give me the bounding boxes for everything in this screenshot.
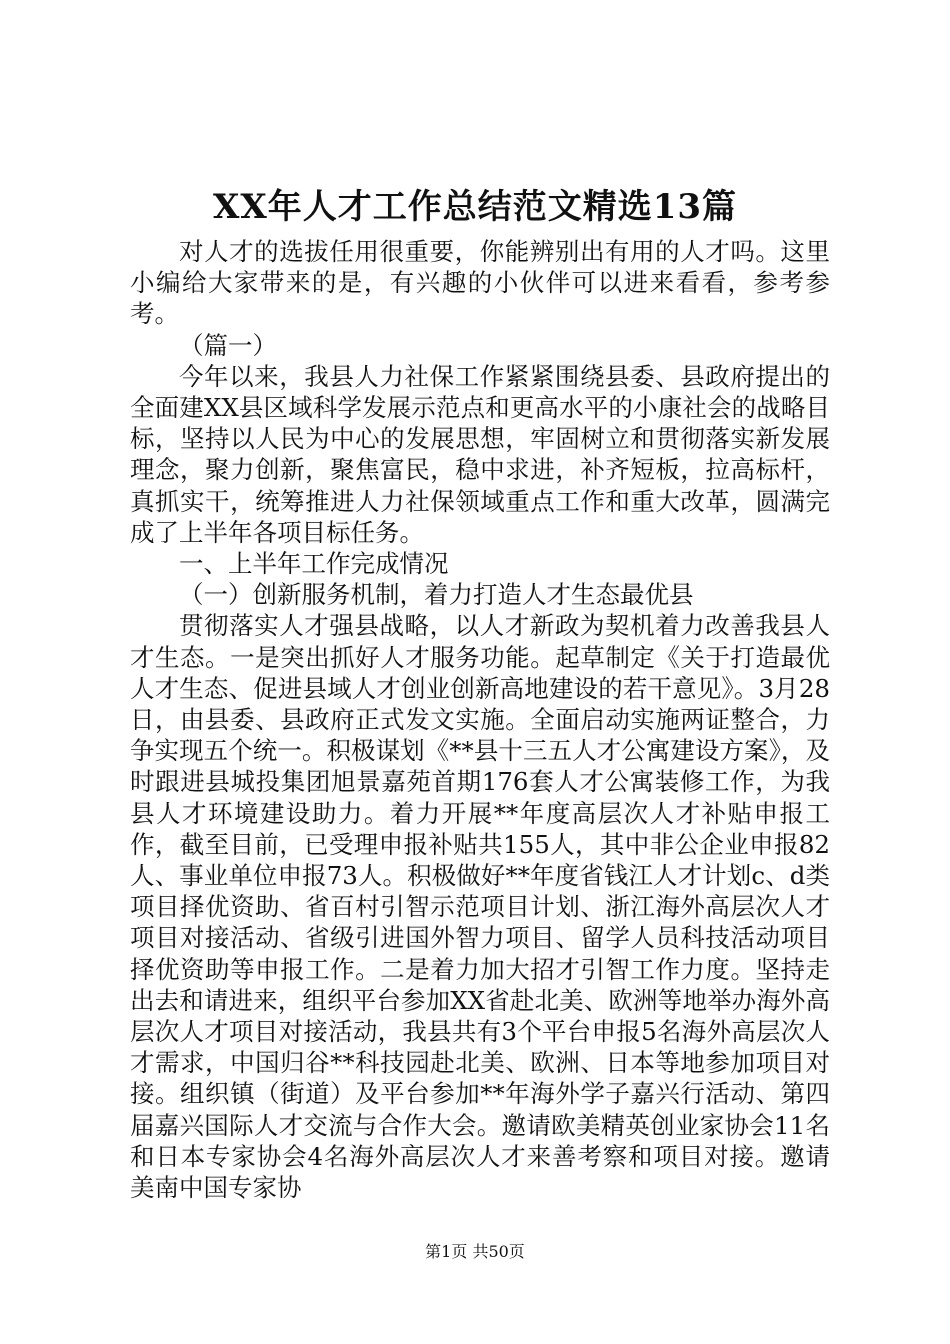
section-label: （篇一）	[179, 330, 277, 360]
page-footer: 第1页 共50页	[425, 1242, 525, 1261]
document-title: XX年人才工作总结范文精选13篇	[212, 187, 738, 227]
body-paragraph: 今年以来，我县人力社保工作紧紧围绕县委、县政府提出的全面建XX县区域科学发展示范点和更高水平的小康社会的战略目标，坚持以人民为中心的发展思想，牢固树立和贯彻落实新发展理念，聚力创新，聚焦富民，稳中求进，补齐短板，拉高标杆，真抓实干，统筹推进人力社保领域重点工作和重大改革，圆满完成了上半年各项目标任务。	[130, 361, 830, 547]
intro-paragraph: 对人才的选拔任用很重要，你能辨别出有用的人才吗。这里小编给大家带来的是，有兴趣的小伙伴可以进来看看，参考参考。	[130, 237, 830, 329]
section-heading: 一、上半年工作完成情况	[179, 549, 449, 579]
subsection-heading: （一）创新服务机制，着力打造人才生态最优县	[179, 580, 694, 610]
body-paragraph: 贯彻落实人才强县战略，以人才新政为契机着力改善我县人才生态。一是突出抓好人才服务功能。起草制定《关于打造最优人才生态、促进县域人才创业创新高地建设的若干意见》。3月28日，由县委、县政府正式发文实施。全面启动实施两证整合，力争实现五个统一。积极谋划《**县十三五人才公寓建设方案》，及时跟进县城投集团旭景嘉苑首期176套人才公寓装修工作，为我县人才环境建设助力。着力开展**年度高层次人才补贴申报工作，截至目前，已受理申报补贴共155人，其中非公企业申报82人、事业单位申报73人。积极做好**年度省钱江人才计划c、d类项目择优资助、省百村引智示范项目计划、浙江海外高层次人才项目对接活动、省级引进国外智力项目、留学人员科技活动项目择优资助等申报工作。二是着力加大招才引智工作力度。坚持走出去和请进来，组织平台参加XX省赴北美、欧洲等地举办海外高层次人才项目对接活动，我县共有3个平台申报5名海外高层次人才需求，中国归谷**科技园赴北美、欧洲、日本等地参加项目对接。组织镇（街道）及平台参加**年海外学子嘉兴行活动、第四届嘉兴国际人才交流与合作大会。邀请欧美精英创业家协会11名和日本专家协会4名海外高层次人才来善考察和项目对接。邀请美南中国专家协	[130, 611, 830, 1203]
document-body	[130, 236, 830, 1203]
